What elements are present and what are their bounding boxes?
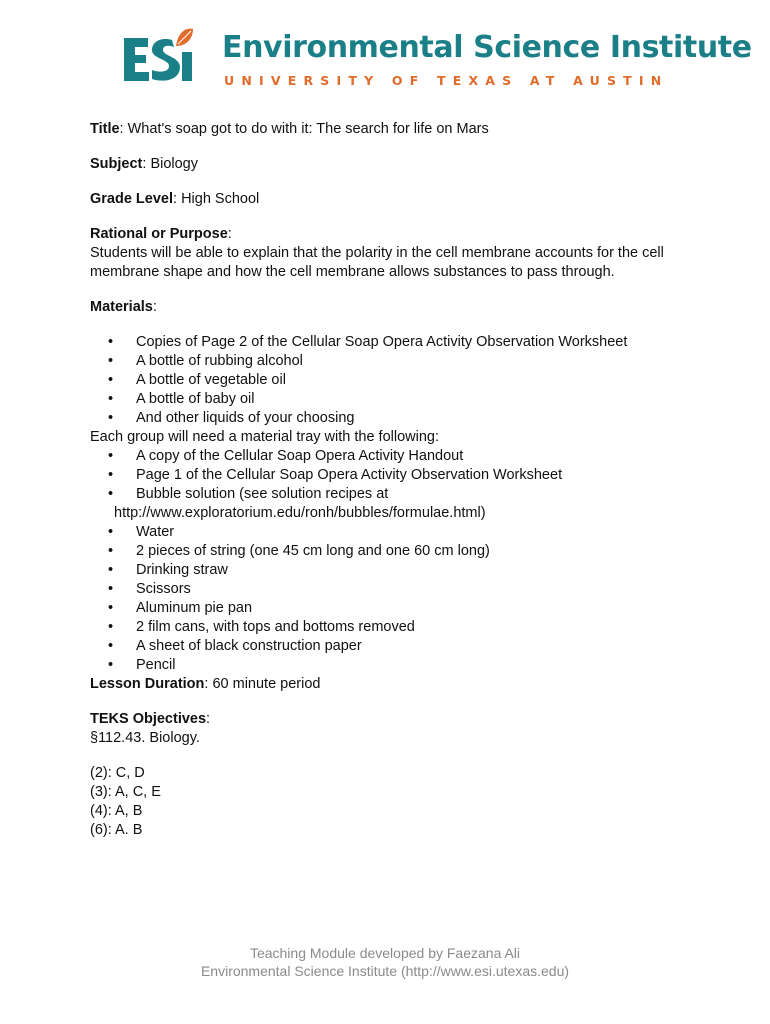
materials-heading: Materials: [90, 299, 157, 315]
footer [0, 944, 770, 980]
objective-item: (4): A, B [90, 803, 143, 819]
list-item: • And other liquids of your choosing [90, 409, 680, 428]
purpose-field: Rational or Purpose: Students will be able to explain that the polarity in the cell membrane accounts for the cell membrane shape and how the cell membrane allows substances to pass through. [90, 225, 680, 282]
list-item: • A bottle of rubbing alcohol [90, 352, 680, 371]
list-item: • A bottle of baby oil [90, 390, 680, 409]
objective-item: (3): A, C, E [90, 784, 161, 800]
header [122, 26, 752, 94]
list-item [90, 485, 680, 504]
objective-item: (2): C, D [90, 765, 145, 781]
list-item: • Copies of Page 2 of the Cellular Soap Opera Activity Observation Worksheet [90, 333, 680, 352]
grade-label: Grade Level [90, 191, 174, 207]
objective-item: (6): A. B [90, 822, 143, 838]
footer-credit: Teaching Module developed by Faezana Ali [249, 945, 521, 961]
tray-intro: Each group will need a material tray with the following: [90, 429, 439, 445]
title-value: What's soap got to do with it: The search for life on Mars [127, 121, 489, 137]
duration-value: 60 minute period [212, 676, 321, 692]
teks-code: §112.43. Biology. [90, 730, 200, 746]
title-label: Title [90, 121, 120, 137]
subject-value: Biology [150, 156, 198, 172]
bubble-solution-url[interactable]: http://www.exploratorium.edu/ronh/bubbles/formulae.html) [114, 505, 486, 521]
teks-label: TEKS Objectives [90, 711, 207, 727]
list-item: • Drinking straw [90, 561, 680, 580]
list-item: • Water [90, 523, 680, 542]
list-item: • Page 1 of the Cellular Soap Opera Activity Observation Worksheet [90, 466, 680, 485]
list-item: • 2 pieces of string (one 45 cm long and one 60 cm long) [90, 542, 680, 561]
university-name: UNIVERSITY OF TEXAS AT AUSTIN [224, 73, 669, 88]
lesson-content [90, 120, 680, 840]
tray-list [90, 447, 680, 675]
list-item: • Scissors [90, 580, 680, 599]
teks-field: TEKS Objectives: §112.43. Biology. [90, 710, 680, 748]
list-item: • A bottle of vegetable oil [90, 371, 680, 390]
purpose-text: Students will be able to explain that the polarity in the cell membrane accounts for the cell membrane shape and how the cell membrane allows substances to pass through. [90, 245, 664, 280]
teks-objectives [90, 764, 680, 840]
duration-field: Lesson Duration: 60 minute period [90, 676, 321, 692]
institute-name: Environmental Science Institute [222, 30, 752, 65]
list-item: • 2 film cans, with tops and bottoms removed [90, 618, 680, 637]
grade-field: Grade Level: High School [90, 191, 260, 207]
grade-value: High School [181, 191, 260, 207]
list-item: • Aluminum pie pan [90, 599, 680, 618]
subject-label: Subject [90, 156, 143, 172]
esi-logo [122, 26, 194, 90]
subject-field: Subject: Biology [90, 156, 198, 172]
duration-label: Lesson Duration [90, 676, 205, 692]
list-item: • A sheet of black construction paper [90, 637, 680, 656]
title-field: Title: What's soap got to do with it: The search for life on Mars [90, 121, 489, 137]
footer-institute: Environmental Science Institute (http://www.esi.utexas.edu) [200, 963, 570, 979]
materials-list [90, 333, 680, 428]
list-item: • Pencil [90, 656, 680, 675]
purpose-label: Rational or Purpose [90, 226, 228, 242]
materials-label: Materials [90, 299, 153, 315]
bubble-solution-text: Bubble solution (see solution recipes at [136, 486, 389, 502]
list-item: • A copy of the Cellular Soap Opera Activity Handout [90, 447, 680, 466]
